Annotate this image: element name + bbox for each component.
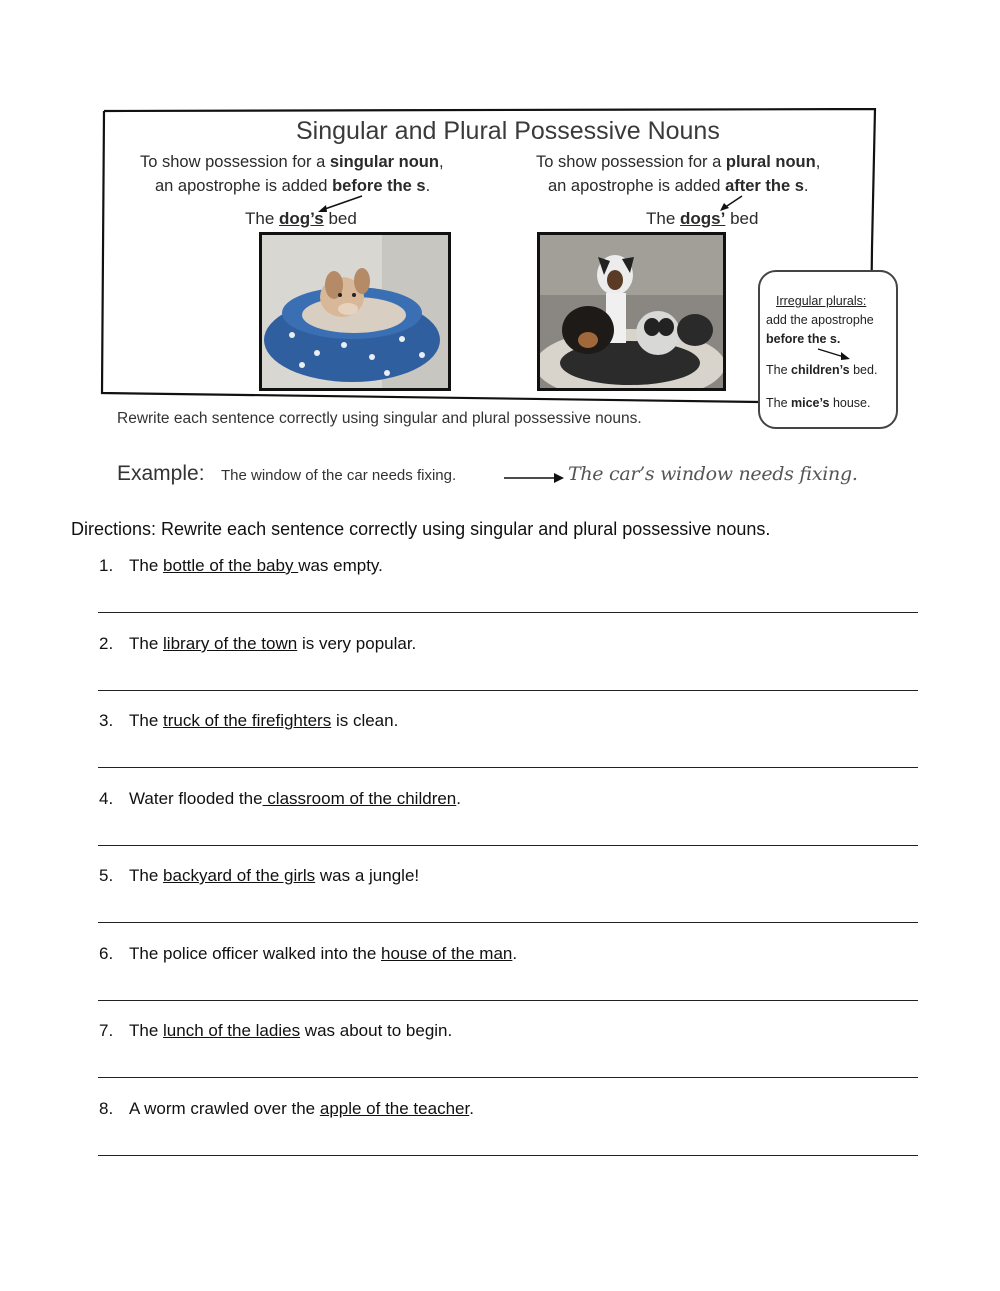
singular-caption: The dog’s bed [245, 209, 357, 228]
plural-rule-line-1: To show possession for a plural noun, [536, 153, 821, 171]
question-6: 6. The police officer walked into the house of the man. [99, 944, 518, 963]
question-7: 7. The lunch of the ladies was about to begin. [99, 1021, 453, 1040]
answer-line-3[interactable] [98, 767, 918, 768]
answer-line-5[interactable] [98, 922, 918, 923]
irregular-example-2: The mice’s house. [766, 396, 871, 410]
example-answer: The car’s window needs fixing. [568, 463, 858, 485]
answer-line-8[interactable] [98, 1155, 918, 1156]
question-5: 5. The backyard of the girls was a jungle! [99, 866, 420, 885]
answer-line-6[interactable] [98, 1000, 918, 1001]
single-dog-photo [259, 232, 451, 391]
question-1: 1. The bottle of the baby was empty. [99, 556, 383, 575]
question-4: 4. Water flooded the classroom of the children. [99, 789, 461, 808]
three-dogs-photo [537, 232, 726, 391]
question-2: 2. The library of the town is very popular. [99, 634, 417, 653]
example-label: Example: [117, 462, 205, 485]
question-8: 8. A worm crawled over the apple of the teacher. [99, 1099, 474, 1118]
plural-rule-line-2: an apostrophe is added after the s. [548, 177, 809, 195]
plural-caption: The dogs’ bed [646, 209, 759, 228]
example-sentence: The window of the car needs fixing. [221, 467, 457, 484]
irregular-example-1: The children’s bed. [766, 363, 878, 377]
worksheet-title: Singular and Plural Possessive Nouns [296, 117, 720, 145]
answer-line-2[interactable] [98, 690, 918, 691]
singular-rule-line-1: To show possession for a singular noun, [140, 153, 444, 171]
answer-line-4[interactable] [98, 845, 918, 846]
irregular-heading: Irregular plurals: [776, 294, 867, 308]
irregular-plurals-callout [758, 270, 898, 429]
irregular-arrow-icon [816, 346, 856, 362]
directions-text: Directions: Rewrite each sentence correctly using singular and plural possessive nouns. [71, 519, 771, 539]
irregular-line-2: before the s. [766, 332, 841, 346]
irregular-line-1: add the apostrophe [766, 313, 874, 327]
singular-rule-line-2: an apostrophe is added before the s. [155, 177, 431, 195]
question-3: 3. The truck of the firefighters is clean. [99, 711, 399, 730]
example-arrow-icon [504, 472, 564, 484]
rewrite-instruction: Rewrite each sentence correctly using singular and plural possessive nouns. [117, 410, 642, 427]
answer-line-1[interactable] [98, 612, 918, 613]
answer-line-7[interactable] [98, 1077, 918, 1078]
